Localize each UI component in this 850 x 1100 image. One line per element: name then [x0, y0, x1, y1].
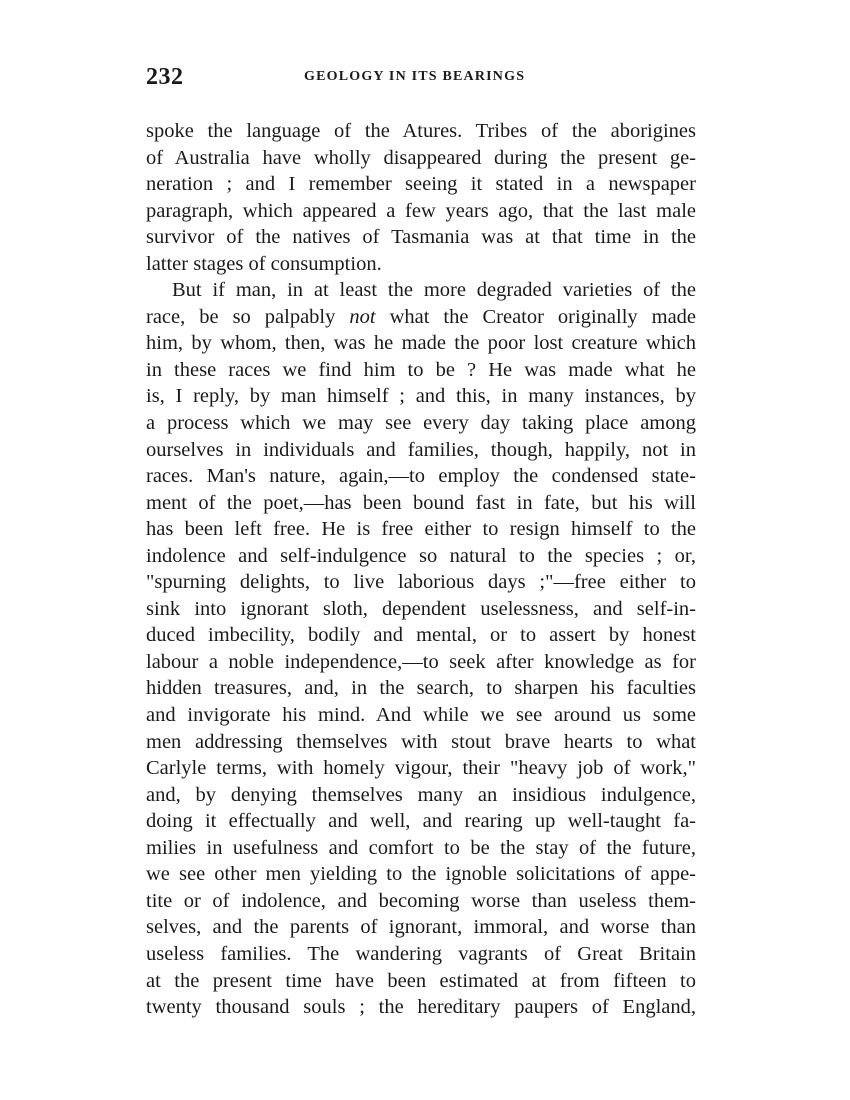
text-line: a process which we may see every day taking place among: [146, 412, 696, 435]
text-line: and, by denying themselves many an insidious indulgence,: [146, 783, 696, 806]
text-line: "spurning delights, to live laborious days ;"—free either to: [146, 571, 696, 594]
text-line: But if man, in at least the more degraded varieties of the: [172, 279, 696, 302]
running-head: [146, 64, 696, 92]
text-line: labour a noble independence,—to seek after knowledge as for: [146, 650, 696, 673]
text-line: has been left free. He is free either to resign himself to the: [146, 518, 696, 541]
text-line: him, by whom, then, was he made the poor lost creature which: [146, 332, 696, 355]
text-fragment: what the Creator originally made: [389, 305, 697, 328]
text-line: men addressing themselves with stout brave hearts to what: [146, 730, 696, 753]
text-line: useless families. The wandering vagrants of Great Britain: [146, 942, 696, 965]
text-line: twenty thousand souls ; the hereditary paupers of England,: [146, 996, 696, 1019]
text-line: in these races we find him to be ? He was made what he: [146, 358, 696, 381]
text-line: ment of the poet,—has been bound fast in fate, but his will: [146, 491, 696, 514]
text-fragment: race, be so palpably: [146, 305, 336, 328]
text-line: neration ; and I remember seeing it stated in a newspaper: [146, 173, 696, 196]
text-line: of Australia have wholly disappeared during the present ge-: [146, 146, 696, 169]
text-line: Carlyle terms, with homely vigour, their "heavy job of work,": [146, 757, 696, 780]
text-line: survivor of the natives of Tasmania was at that time in the: [146, 226, 696, 249]
text-line: indolence and self-indulgence so natural to the species ; or,: [146, 544, 696, 567]
emphasis: not: [349, 305, 376, 328]
text-line: is, I reply, by man himself ; and this, in many instances, by: [146, 385, 696, 408]
body-text: [146, 118, 696, 1021]
text-line: tite or of indolence, and becoming worse than useless them-: [146, 889, 696, 912]
text-line: doing it effectually and well, and rearing up well-taught fa-: [146, 810, 696, 833]
text-line: latter stages of consumption.: [146, 252, 382, 275]
text-line: ourselves in individuals and families, though, happily, not in: [146, 438, 696, 461]
text-line: selves, and the parents of ignorant, immoral, and worse than: [146, 916, 696, 939]
text-line: milies in usefulness and comfort to be the stay of the future,: [146, 836, 696, 859]
text-line: [146, 304, 696, 331]
text-line: we see other men yielding to the ignoble solicitations of appe-: [146, 863, 696, 886]
page-number: 232: [146, 64, 184, 90]
text-line: paragraph, which appeared a few years ago, that the last male: [146, 199, 696, 222]
text-line: hidden treasures, and, in the search, to sharpen his faculties: [146, 677, 696, 700]
text-line: races. Man's nature, again,—to employ the condensed state-: [146, 465, 696, 488]
running-title: GEOLOGY IN ITS BEARINGS: [304, 69, 526, 84]
text-line: at the present time have been estimated at from fifteen to: [146, 969, 696, 992]
text-line: sink into ignorant sloth, dependent uselessness, and self-in-: [146, 597, 696, 620]
text-line: spoke the language of the Atures. Tribes of the aborigines: [146, 120, 696, 142]
text-line: and invigorate his mind. And while we see around us some: [146, 704, 696, 727]
text-line: duced imbecility, bodily and mental, or to assert by honest: [146, 624, 696, 647]
